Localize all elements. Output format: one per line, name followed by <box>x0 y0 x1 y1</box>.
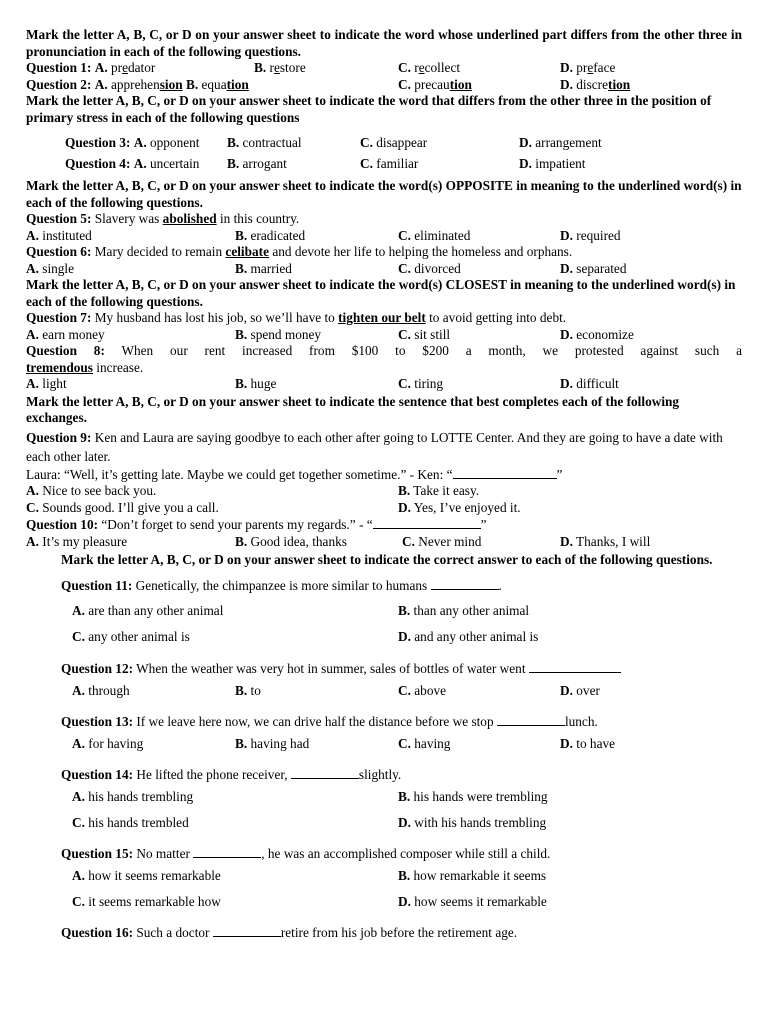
question-label: Question 11: <box>61 578 133 593</box>
question-14-options-row2: C. his hands trembled D. with his hands trembling <box>72 815 547 830</box>
question-4: Question 4: A. uncertain B. arrogant C. familiar D. impatient <box>65 156 586 171</box>
question-9-options-row1: A. Nice to see back you. B. Take it easy. <box>26 483 480 498</box>
answer-blank <box>193 845 261 858</box>
option-a: earn money <box>42 326 105 342</box>
question-14-options-row1: A. his hands trembling B. his hands were trembling <box>72 789 548 804</box>
option-c: recollect <box>414 60 461 75</box>
option-letter: B. <box>254 60 267 75</box>
question-2 <box>26 77 742 94</box>
answer-blank <box>431 577 499 590</box>
question-label: Question 1: <box>26 60 92 75</box>
answer-blank <box>373 516 481 529</box>
option-b: equation <box>201 76 249 92</box>
question-11-options-row1: A. are than any other animal B. than any other animal <box>72 603 530 618</box>
option-a: through <box>88 683 130 698</box>
option-c: Sounds good. I’ll give you a call. <box>42 499 219 515</box>
question-8-stem-line1: Question 8: When our rent increased from $100 to $200 a month, we protested against such a <box>26 343 742 358</box>
question-8-options: A. light B. huge C. tiring D. difficult <box>26 376 619 391</box>
option-c: tiring <box>414 376 444 391</box>
option-c: familiar <box>376 156 419 171</box>
question-13-options: A. for having B. having had C. having D. to have <box>72 736 616 751</box>
section-instruction-opposite: Mark the letter A, B, C, or D on your answer sheet to indicate the word(s) OPPOSITE in meaning to the underlined word(s) in each of the following questions. <box>26 178 742 210</box>
question-label: Question 13: <box>61 714 134 729</box>
option-c: divorced <box>414 260 461 276</box>
question-5-options: A. instituted B. eradicated C. eliminated D. required <box>26 227 621 243</box>
option-c: Never mind <box>418 533 482 549</box>
option-a: uncertain <box>149 156 200 171</box>
question-label: Question 16: <box>61 925 134 940</box>
question-8-stem-line2: tremendous increase. <box>26 359 144 375</box>
section-correct-answer <box>26 550 742 946</box>
section-instruction-stress: Mark the letter A, B, C, or D on your answer sheet to indicate the word that differs from the other three in the position of primary stress in each of the following questions <box>26 93 712 125</box>
option-c: any other animal is <box>88 629 190 644</box>
option-d: separated <box>576 260 627 276</box>
option-d: discretion <box>576 76 631 92</box>
option-c: sit still <box>414 326 451 342</box>
option-a: opponent <box>149 135 200 150</box>
option-a: for having <box>88 736 144 751</box>
question-10-stem: Question 10: “Don’t forget to send your parents my regards.” - “ ” <box>26 517 487 532</box>
section-instruction-exchanges: Mark the letter A, B, C, or D on your answer sheet to indicate the sentence that best completes each of the following exchanges. <box>26 393 680 425</box>
question-label: Question 5: <box>26 211 92 226</box>
exam-page <box>26 27 742 946</box>
option-b: than any other animal <box>413 603 530 618</box>
question-label: Question 3: <box>65 135 131 150</box>
option-a: Nice to see back you. <box>42 483 157 498</box>
option-d: required <box>576 227 621 243</box>
underlined-word: tremendous <box>26 359 93 375</box>
underlined-word: tighten our belt <box>338 310 426 325</box>
option-b: huge <box>250 376 277 391</box>
option-b: arrogant <box>242 156 287 171</box>
question-label: Question 12: <box>61 661 134 676</box>
option-c: it seems remarkable how <box>88 894 221 909</box>
question-label: Question 9: <box>26 429 92 445</box>
option-letter: A. <box>94 76 108 92</box>
option-d: impatient <box>535 156 586 171</box>
question-15-options-row2: C. it seems remarkable how D. how seems it remarkable <box>72 894 547 909</box>
question-15-options-row1: A. how it seems remarkable B. how remarkable it seems <box>72 868 547 883</box>
option-a: instituted <box>42 227 92 243</box>
option-letter: C. <box>398 60 411 75</box>
option-c: disappear <box>376 135 428 150</box>
question-label: Question 6: <box>26 244 92 259</box>
question-label: Question 10: <box>26 517 99 532</box>
option-a: predator <box>110 60 156 75</box>
option-letter: B. <box>185 76 199 92</box>
option-d: difficult <box>576 376 619 391</box>
question-16-stem: Question 16: Such a doctor retire from his job before the retirement age. <box>61 925 518 940</box>
option-b: eradicated <box>250 227 306 243</box>
option-d: and any other animal is <box>414 629 539 644</box>
option-letter: C. <box>398 76 411 92</box>
question-label: Question 14: <box>61 767 134 782</box>
question-6-stem: Question 6: Mary decided to remain celibate and devote her life to helping the homeless and orphans. <box>26 244 573 259</box>
underlined-word: abolished <box>162 211 217 226</box>
option-b: contractual <box>242 135 302 150</box>
section-instruction-pronunciation: Mark the letter A, B, C, or D on your answer sheet to indicate the word whose underlined part differs from the other three in pronunciation in each of the following questions. <box>26 27 742 59</box>
option-c: above <box>414 683 447 698</box>
option-d: arrangement <box>535 135 602 150</box>
question-6-options: A. single B. married C. divorced D. separated <box>26 260 627 276</box>
option-b: to <box>250 683 261 698</box>
section-instruction-correct-answer: Mark the letter A, B, C, or D on your answer sheet to indicate the correct answer to each of the following questions. <box>61 552 713 567</box>
option-a: It’s my pleasure <box>42 533 128 549</box>
option-c: eliminated <box>414 227 471 243</box>
answer-blank <box>291 766 359 779</box>
question-9-options-row2: C. Sounds good. I’ll give you a call. D. Yes, I’ve enjoyed it. <box>26 499 521 515</box>
option-b: married <box>250 260 292 276</box>
answer-blank <box>497 713 565 726</box>
question-11-stem: Question 11: Genetically, the chimpanzee is more similar to humans . <box>61 578 502 593</box>
option-c: his hands trembled <box>88 815 189 830</box>
option-letter: A. <box>94 60 108 75</box>
option-letter: D. <box>560 76 573 92</box>
option-d: over <box>576 683 600 698</box>
question-9-dialog: Laura: “Well, it’s getting late. Maybe we could get together sometime.” - Ken: “ ” <box>26 466 563 482</box>
question-label: Question 7: <box>26 310 92 325</box>
question-12-stem: Question 12: When the weather was very hot in summer, sales of bottles of water went <box>61 656 742 682</box>
option-a: single <box>42 260 75 276</box>
option-d: to have <box>576 736 616 751</box>
option-d: with his hands trembling <box>414 815 547 830</box>
underlined-word: celibate <box>225 244 269 259</box>
option-d: Thanks, I will <box>576 533 651 549</box>
section-instruction-closest: Mark the letter A, B, C, or D on your answer sheet to indicate the word(s) CLOSEST in meaning to the underlined word(s) in each of the following questions. <box>26 277 736 309</box>
option-b: how remarkable it seems <box>413 868 547 883</box>
question-5-stem: Question 5: Slavery was abolished in this country. <box>26 211 300 226</box>
option-a: his hands trembling <box>88 789 194 804</box>
option-b: having had <box>250 736 310 751</box>
option-c: having <box>414 736 451 751</box>
question-10-options: A. It’s my pleasure B. Good idea, thanks C. Never mind D. Thanks, I will <box>26 533 651 549</box>
option-b: spend money <box>250 326 322 342</box>
answer-blank <box>529 660 621 673</box>
question-11-options-row2: C. any other animal is D. and any other animal is <box>72 629 539 644</box>
option-letter: D. <box>560 60 573 75</box>
question-7-options: A. earn money B. spend money C. sit still D. economize <box>26 326 634 342</box>
option-d: economize <box>576 326 634 342</box>
option-b: restore <box>269 60 306 75</box>
option-c: precaution <box>414 76 472 92</box>
option-a: how it seems remarkable <box>88 868 221 883</box>
question-7-stem: Question 7: My husband has lost his job, so we’ll have to tighten our belt to avoid getting into debt. <box>26 310 567 325</box>
question-14-stem: Question 14: He lifted the phone receiver, slightly. <box>61 767 402 782</box>
option-d: preface <box>576 60 616 75</box>
question-label: Question 8: <box>26 343 105 358</box>
option-a: light <box>42 376 67 391</box>
question-3: Question 3: A. opponent B. contractual C. disappear D. arrangement <box>65 135 602 150</box>
question-label: Question 15: <box>61 846 134 861</box>
option-d: how seems it remarkable <box>414 894 547 909</box>
answer-blank <box>453 466 557 479</box>
option-b: Good idea, thanks <box>250 533 347 549</box>
question-13-stem: Question 13: If we leave here now, we can drive half the distance before we stop lunch. <box>61 714 598 729</box>
question-9-stem: Question 9: Ken and Laura are saying goodbye to each other after going to LOTTE Center. And they are going to have a date with each other later. <box>26 429 723 464</box>
question-12-options: A. through B. to C. above D. over <box>72 683 600 698</box>
option-b: Take it easy. <box>413 483 480 498</box>
option-d: Yes, I’ve enjoyed it. <box>413 499 521 515</box>
option-a: are than any other animal <box>88 603 224 618</box>
option-a: apprehension <box>110 76 183 92</box>
option-b: his hands were trembling <box>413 789 548 804</box>
question-label: Question 4: <box>65 156 131 171</box>
question-15-stem: Question 15: No matter , he was an accomplished composer while still a child. <box>61 846 551 861</box>
question-label: Question 2: <box>26 76 92 92</box>
question-1 <box>26 60 742 77</box>
answer-blank <box>213 924 281 937</box>
